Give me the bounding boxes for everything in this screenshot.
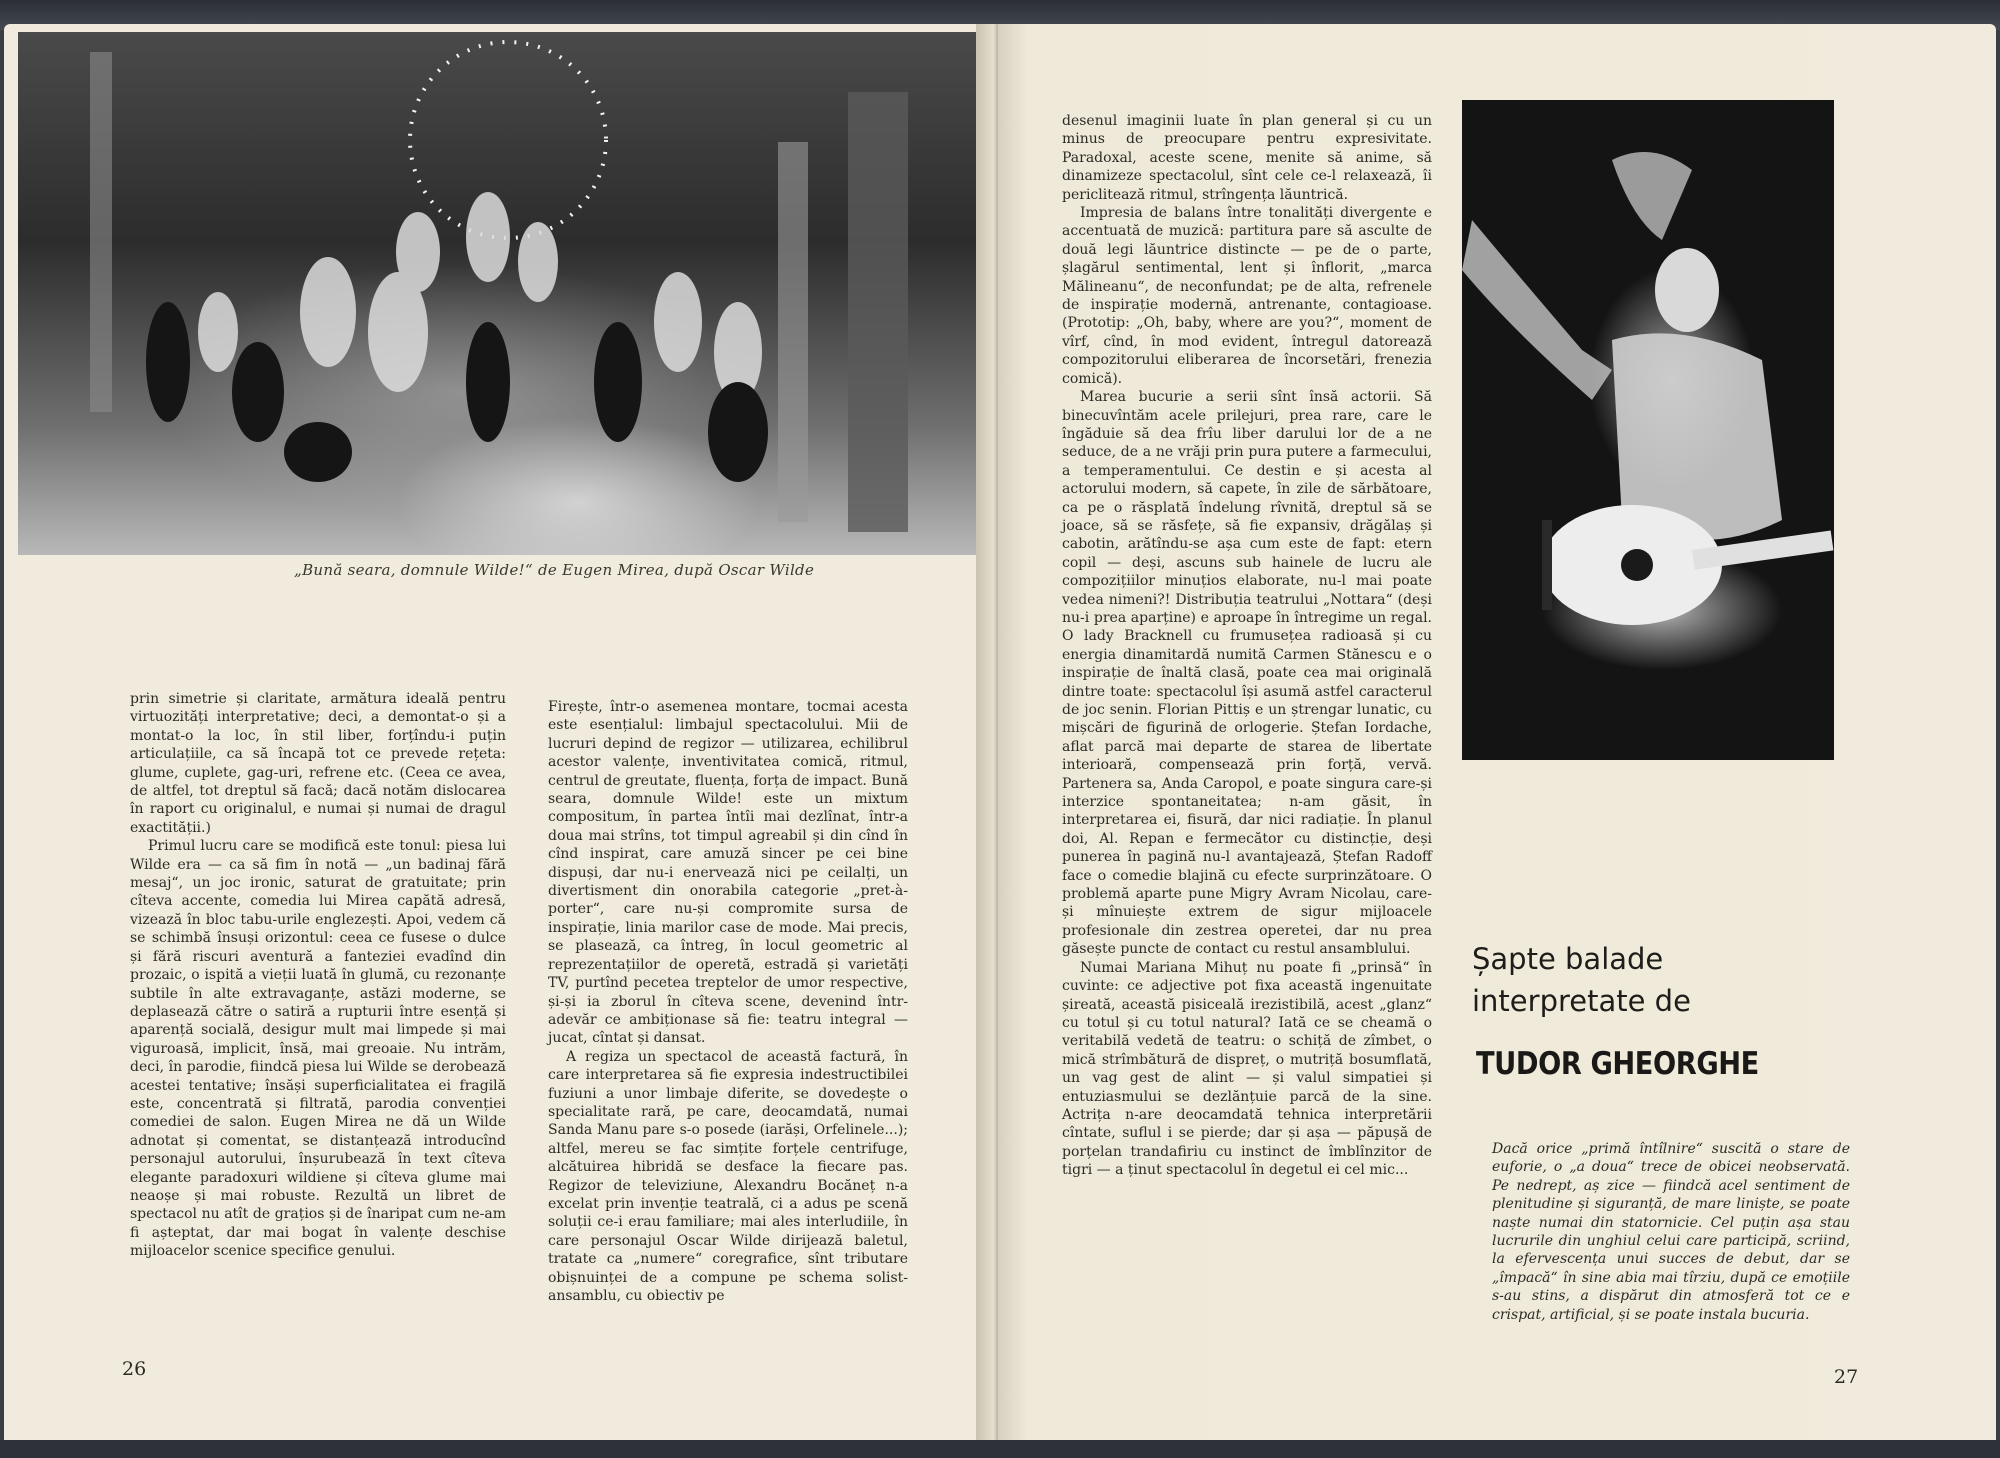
left-column-2 bbox=[548, 698, 908, 1305]
bottom-edge bbox=[0, 1440, 2000, 1458]
page-number-left: 26 bbox=[122, 1358, 147, 1380]
paragraph: prin simetrie și claritate, armătura ideală pentru virtuozități interpretative; deci, a demontat-o și a montat-o la loc, în stil liber, forțîndu-i puțin articulațiile, ca să încapă tot ce prevede rețeta: glume, cuplete, gag-uri, refrene etc. (Ceea ce avea, de altfel, tot dreptul să facă; dacă notăm dislocarea în raport cu originalul, e numai și numai de dragul exactității.) bbox=[130, 691, 506, 836]
guitarist-illustration bbox=[1462, 100, 1834, 760]
stage-scene-illustration bbox=[18, 32, 990, 555]
paragraph: desenul imaginii luate în plan general și cu un minus de preocupare pentru expresivitate. Paradoxal, aceste scene, menite să anime, să dinamizeze spectacolul, sînt cele ce-l relaxează, îi periclitează ritmul, strîngența lăuntrică. bbox=[1062, 113, 1432, 203]
right-page bbox=[998, 24, 1996, 1444]
guitarist-photo bbox=[1462, 100, 1834, 760]
article-intro: Dacă orice „primă întîlnire“ suscită o stare de euforie, o „a doua“ trece de obicei neobservată. Pe nedrept, aș zice — fiindcă acel sentiment de plenitudine și siguranță, de mare liniște, se poate naște numai din statornicie. Cel puțin așa stau lucrurile din unghiul celui care participă, scriind, la efervescența unui succes de debut, dar se „împacă“ în sine abia mai tîrziu, după ce emoțiile s-au stins, a dispărut din atmosferă tot ce e crispat, artificial, și se poate instala bucuria. bbox=[1492, 1141, 1850, 1323]
left-page bbox=[4, 24, 994, 1444]
photo-caption: „Bună seara, domnule Wilde!“ de Eugen Mirea, după Oscar Wilde bbox=[294, 561, 815, 579]
headline-line-2: interpretate de bbox=[1472, 984, 1691, 1018]
paragraph: A regiza un spectacol de această factură, în care interpretarea să fie expresia indestructibilei fuziuni a unor limbaje diferite, se dovedește o specialitate rară, pe care, deocamdată, numai Sanda Manu pare s-o posede (iarăși, Orfelinele...); altfel, mereu se fac simțite forțele centrifuge, alcătuirea hibridă se desface la fiecare pas. Regizor de televiziune, Alexandru Bocăneț n-a excelat prin invenție teatrală, ci a adus pe scenă soluții ce-i erau familiare; mai ales interludiile, în care personajul Oscar Wilde dirijează baletul, tratate ca „numere“ coregrafice, sînt tributare obișnuinței de a compune pe schema solist-ansamblu, cu obiectiv pe bbox=[548, 1048, 908, 1304]
paragraph: Primul lucru care se modifică este tonul: piesa lui Wilde era — ca să fim în notă — „un badinaj fără mesaj“, un joc ironic, saturat de gratuitate; prin cîteva accente, comedia lui Mirea capătă adresă, vizează în bloc tabu-urile englezești. Apoi, vedem că se schimbă însuși orizontul: ceea ce fusese o dulce și fără riscuri aventură a fanteziei evadînd din prozaic, o ispită a vieții luată în glumă, cu rezonanțe subtile în alte extravaganțe, astăzi moderne, se deplasează către o satiră a rupturii între esență și aparență socială, desigur mult mai limpede și mai viguroasă, implicit, însă, mai greoaie. Nu intrăm, deci, în parodie, fiindcă piesa lui Wilde se derobează acestei tentative; însăși superficialitatea ei fragilă este, concentrată și filtrată, parodia convenției comediei de salon. Eugen Mirea ne dă un Wilde adnotat și comentat, se distanțează introducînd personajul autorului, înșurubează în text cîteva elegante paradoxuri wildiene și cîteva glume mai neaoșe și mai robuste. Rezultă un libret de spectacol nu atît de grațios și de înaripat cum ne-am fi așteptat, dar mai bogat în valențe deschise mijloacelor scenice specifice genului. bbox=[130, 838, 506, 1260]
right-column-1 bbox=[1062, 112, 1432, 1180]
paragraph: Firește, într-o asemenea montare, tocmai acesta este esențialul: limbajul spectacolului. Mii de lucruri depind de regizor — utilizarea, echilibrul acestor valențe, inventivitatea comică, ritmul, centrul de greutate, fluența, forța de impact. Bună seara, domnule Wilde! este un mixtum compositum, în partea întîi mai dezlînat, într-a doua mai strîns, tot timpul agreabil și din cînd în cînd inspirat, care amuză sincer pe cei bine dispuși, dar nu-i enervează nici pe ceilalți, un divertisment din onorabila categorie „pret-à-porter“, care nu-și compromite sursa de inspirație, linia marilor case de mode. Mai precis, se plasează, ca întreg, în locul geometric al reprezentațiilor de operetă, estradă și varietăți TV, purtînd pecetea treptelor de umor respective, și-și ia zborul în cîteva scene, devenind într-adevăr ce ambiționase să fie: teatru integral — jucat, cîntat și dansat. bbox=[548, 699, 908, 1047]
left-column-1 bbox=[130, 690, 506, 1261]
headline bbox=[1472, 938, 1691, 1022]
artist-name: TUDOR GHEORGHE bbox=[1476, 1046, 1759, 1082]
paragraph: Impresia de balans între tonalități divergente e accentuată de muzică: partitura pare să asculte de două legi lăuntrice distincte — pe de o parte, șlagărul sentimental, lent și înflorit, „marca Mălineanu“, de neconfundat; pe de alta, refrenele de inspirație modernă, antrenante, contagioase. (Prototip: „Oh, baby, where are you?“, moment de vîrf, cînd, în mod evident, întregul datorează compozitorului eliberarea de încorsetări, frenezia comică). bbox=[1062, 205, 1432, 387]
paragraph: Marea bucurie a serii sînt însă actorii. Să binecuvîntăm acele prilejuri, prea rare, care le îngăduie să dea frîu liber darului lor de a ne seduce, de a ne vrăji prin pura putere a farmecului, a temperamentului. Ce destin e și acesta al actorului modern, să capete, în zile de sărbătoare, ca pe o răsplată îndelung rîvnită, dreptul să se joace, să se răsfețe, să fie expansiv, drăgălaș și cabotin, arătîndu-se așa cum este de fapt: etern copil — deși, ascuns sub hainele de lucru ale compozițiilor minuțios elaborate, nu-l mai poate vedea nimeni?! Distribuția teatrului „Nottara“ (deși nu-i prea aparține) e aproape în întregime un regal. O lady Bracknell cu frumusețea radioasă și cu energia dinamitardă numită Carmen Stănescu e o inspirație de înaltă clasă, poate cea mai originală dintre toate: spectacolul își asumă astfel caracterul de joc senin. Florian Pittiș e un ștrengar lunatic, cu mișcări de figurină de orlogerie. Ștefan Iordache, aflat parcă mai departe de starea de libertate interioară, compensează prin forță, vervă. Partenera sa, Anda Caropol, e poate singura care-și interzice spontaneitatea; n-am găsit, în interpretarea ei, fisură, dar nici radiație. În planul doi, Al. Repan e fermecător cu distincție, deși punerea în pagină nu-l avantajează, Ștefan Radoff face o comedie blajină cu efecte surprinzătoare. O problemă aparte pune Migry Avram Nicolau, care-și mînuiește extrem de sigur mijloacele profesionale din zestrea operetei, dar nu prea găsește puncte de contact cu restul ansamblului. bbox=[1062, 389, 1432, 958]
headline-line-1: Șapte balade bbox=[1472, 942, 1664, 976]
paragraph: Numai Mariana Mihuț nu poate fi „prinsă“ în cuvinte: ce adjective pot fixa această ingenuitate șireată, această pisiceală irezistibilă, acest „glanz“ cu totul și cu totul natural? Iată ce se cheamă o veritabilă vedetă de teatru: o schiță de zîmbet, o mică strîmbătură de dispreț, o mutriță bosumflată, un vag gest de alint — și valul simpatiei și entuziasmului se dezlănțuie parcă de la sine. Actrița n-are deocamdată tehnica interpretării cîntate, suflul i se pierde; dar și așa — păpușă de porțelan trandafiriu cu instinct de îmblînzitor de tigri — a ținut spectacolul în degetul ei cel mic... bbox=[1062, 959, 1432, 1179]
stage-photo bbox=[18, 32, 990, 555]
page-number-right: 27 bbox=[1834, 1366, 1859, 1388]
